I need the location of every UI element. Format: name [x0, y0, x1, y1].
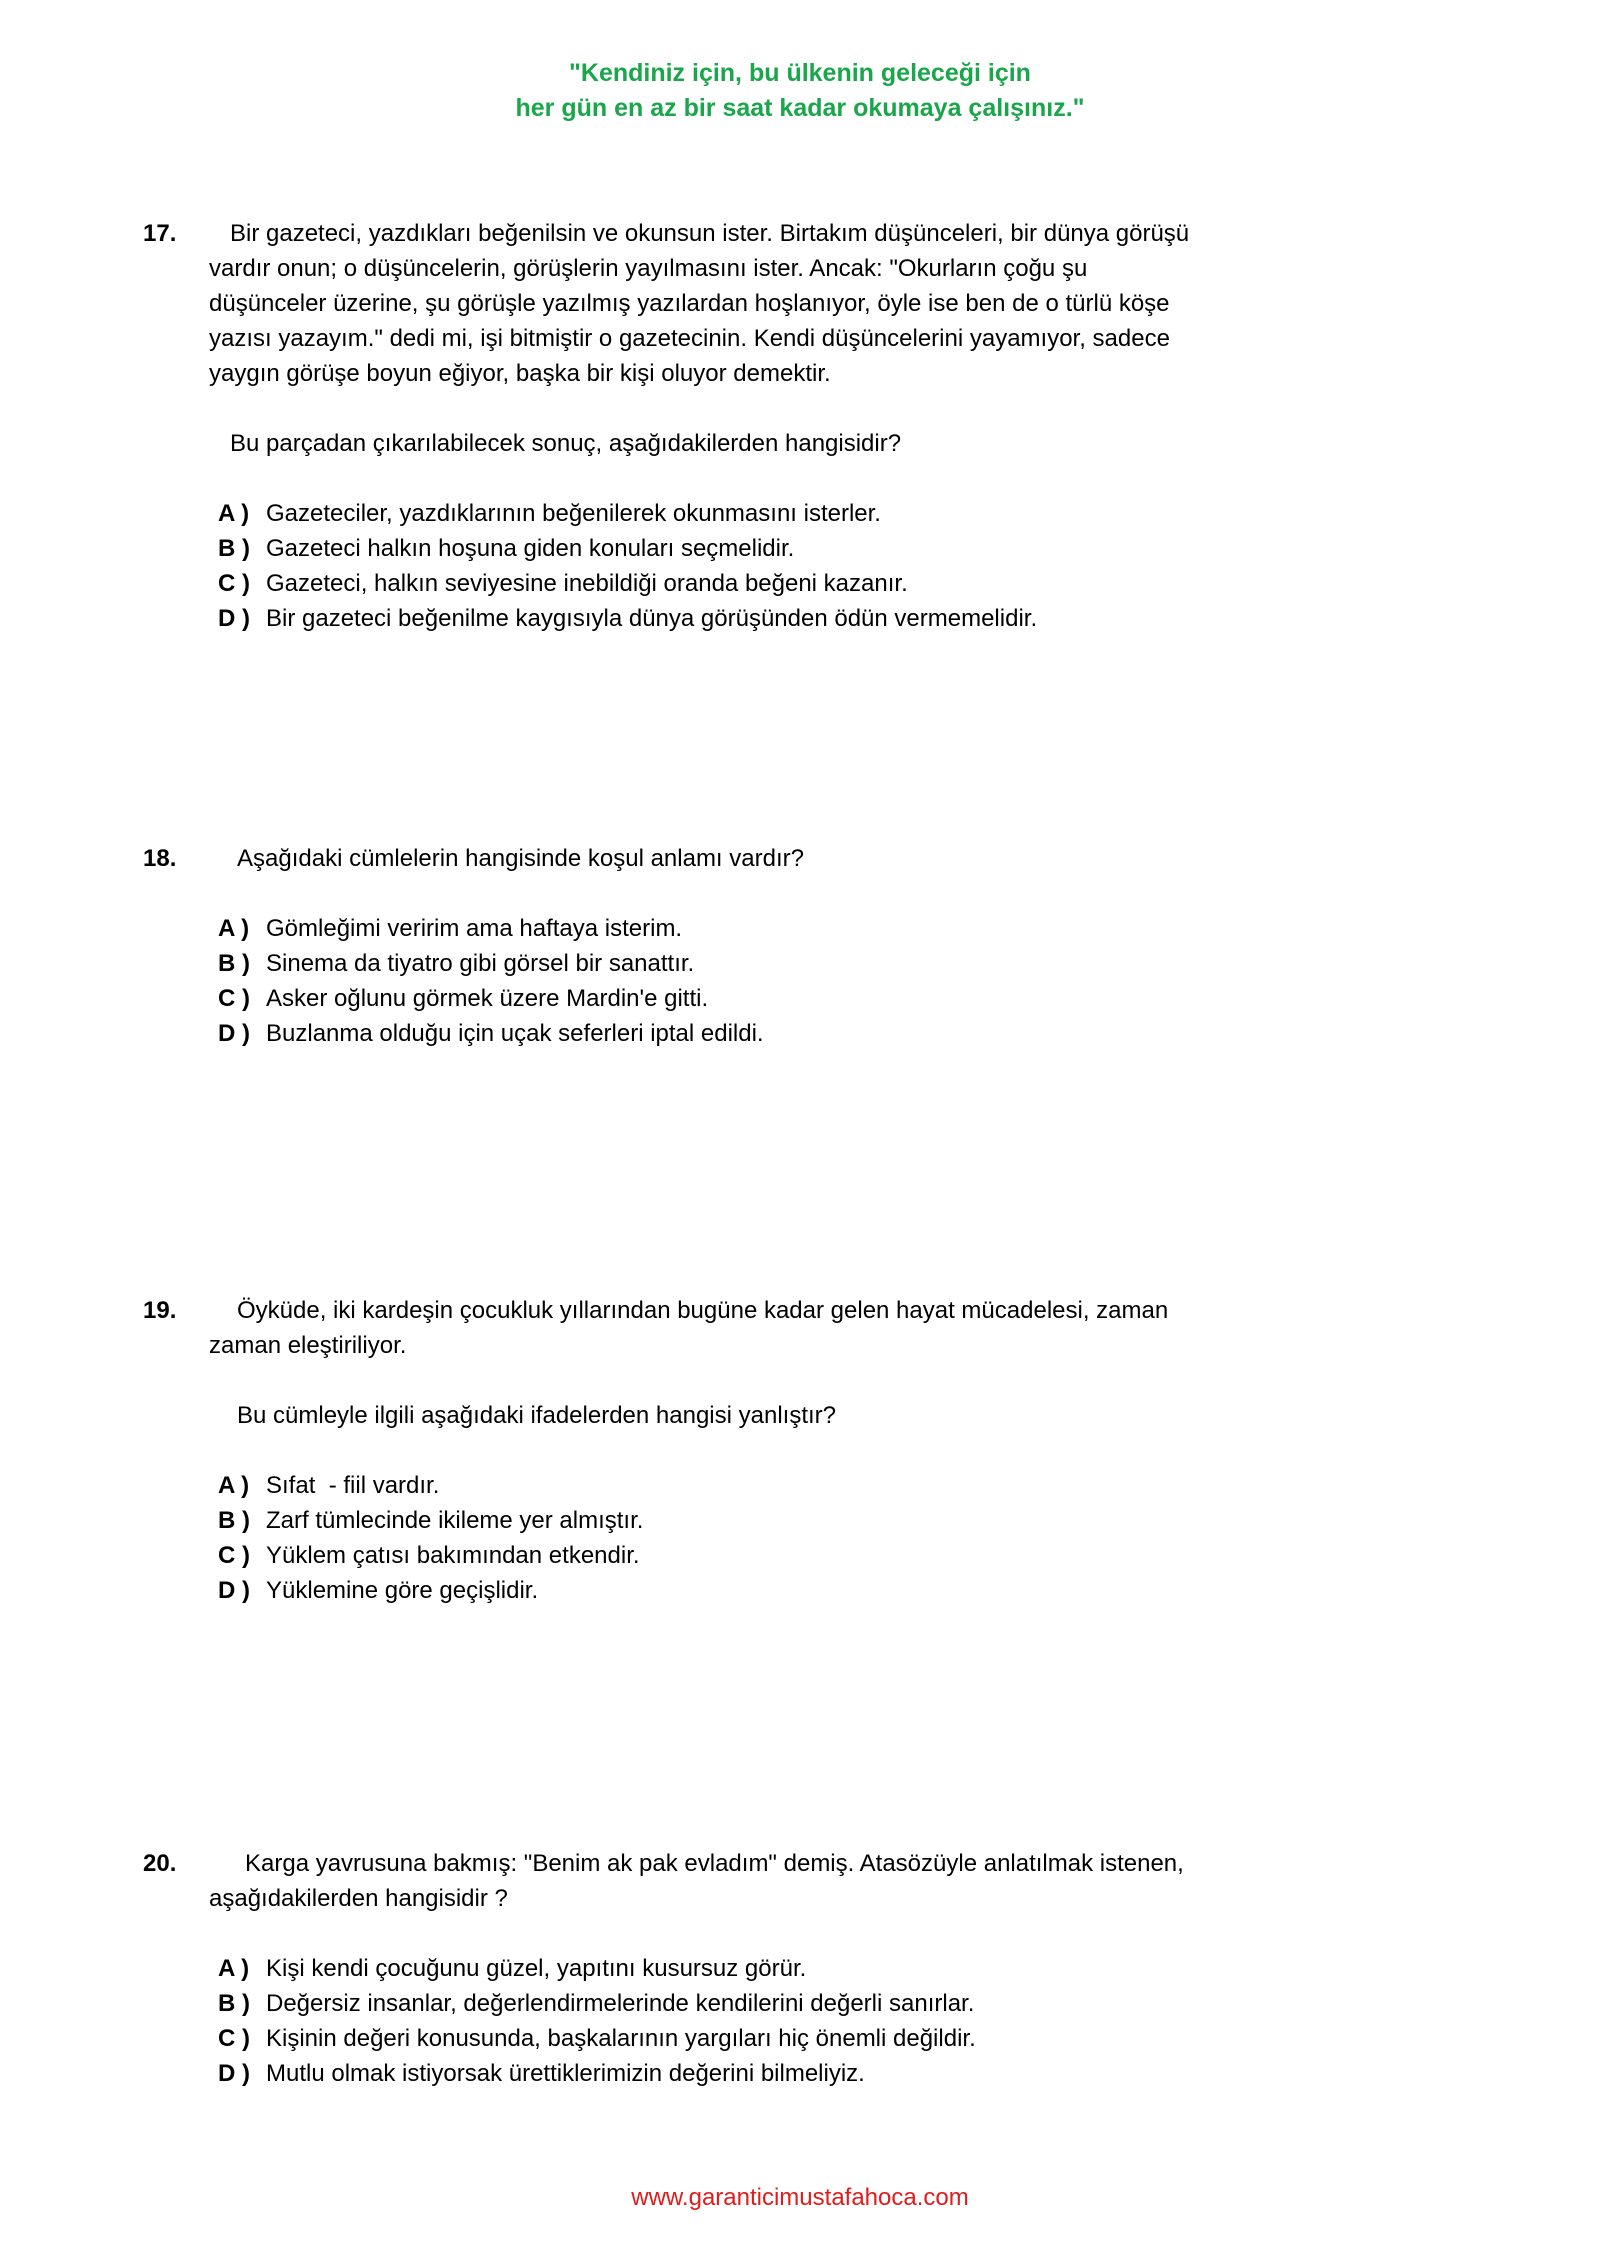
option-d[interactable]: [218, 601, 1343, 636]
option-letter: D ): [218, 1577, 250, 1604]
stem-line: Öyküde, iki kardeşin çocukluk yıllarından bugüne kadar gelen hayat mücadelesi, zaman: [237, 1297, 1169, 1324]
option-letter: C ): [218, 1542, 250, 1569]
question-prompt: Bu cümleyle ilgili aşağıdaki ifadelerden hangisi yanlıştır?: [237, 1402, 836, 1429]
option-letter: D ): [218, 605, 250, 632]
option-letter: A ): [218, 500, 250, 527]
option-text: Gazeteci halkın hoşuna giden konuları seçmelidir.: [266, 535, 795, 562]
option-letter: D ): [218, 2060, 250, 2087]
option-letter: A ): [218, 1955, 250, 1982]
option-text: Yüklemine göre geçişlidir.: [266, 1577, 539, 1604]
option-b[interactable]: [218, 1986, 1343, 2021]
option-b[interactable]: [218, 1503, 1343, 1538]
option-text: Zarf tümlecinde ikileme yer almıştır.: [266, 1507, 644, 1534]
option-letter: C ): [218, 985, 250, 1012]
question-number: 19.: [143, 1297, 177, 1324]
option-c[interactable]: [218, 1538, 1343, 1573]
header-motto: [0, 56, 1600, 126]
option-letter: B ): [218, 1507, 250, 1534]
option-text: Bir gazeteci beğenilme kaygısıyla dünya görüşünden ödün vermemelidir.: [266, 605, 1038, 632]
stem-line: aşağıdakilerden hangisidir ?: [209, 1885, 508, 1912]
option-letter: D ): [218, 1020, 250, 1047]
option-text: Kişinin değeri konusunda, başkalarının yargıları hiç önemli değildir.: [266, 2025, 976, 2052]
option-letter: A ): [218, 1472, 250, 1499]
stem-line: zaman eleştiriliyor.: [209, 1332, 407, 1359]
option-a[interactable]: [218, 1951, 1343, 1986]
motto-line-2: her gün en az bir saat kadar okumaya çalışınız.": [515, 94, 1085, 122]
option-a[interactable]: [218, 496, 1343, 531]
option-a[interactable]: [218, 1468, 1343, 1503]
stem-line: Karga yavrusuna bakmış: "Benim ak pak evladım" demiş. Atasözüyle anlatılmak istenen,: [245, 1850, 1184, 1877]
question-19: [143, 1293, 1343, 1608]
option-text: Gömleğimi veririm ama haftaya isterim.: [266, 915, 683, 942]
question-17: [143, 216, 1343, 636]
question-stem: [143, 216, 1343, 391]
option-letter: C ): [218, 570, 250, 597]
question-20: [143, 1846, 1343, 2091]
option-text: Yüklem çatısı bakımından etkendir.: [266, 1542, 640, 1569]
option-b[interactable]: [218, 946, 1343, 981]
option-letter: B ): [218, 950, 250, 977]
stem-line: vardır onun; o düşüncelerin, görüşlerin yayılmasını ister. Ancak: "Okurların çoğu şu: [209, 255, 1088, 282]
question-number: 17.: [143, 220, 177, 247]
option-c[interactable]: [218, 981, 1343, 1016]
answer-options: [143, 911, 1343, 1051]
option-letter: A ): [218, 915, 250, 942]
question-stem: [143, 1293, 1343, 1363]
option-text: Gazeteci, halkın seviyesine inebildiği oranda beğeni kazanır.: [266, 570, 908, 597]
answer-options: [143, 1468, 1343, 1608]
option-b[interactable]: [218, 531, 1343, 566]
option-text: Sinema da tiyatro gibi görsel bir sanattır.: [266, 950, 695, 977]
stem-line: yaygın görüşe boyun eğiyor, başka bir kişi oluyor demektir.: [209, 360, 831, 387]
option-letter: B ): [218, 1990, 250, 2017]
question-prompt: Bu parçadan çıkarılabilecek sonuç, aşağıdakilerden hangisidir?: [230, 430, 902, 457]
answer-options: [143, 1951, 1343, 2091]
option-c[interactable]: [218, 566, 1343, 601]
footer-website-link[interactable]: www.garanticimustafahoca.com: [631, 2184, 969, 2211]
option-d[interactable]: [218, 1573, 1343, 1608]
question-number: 20.: [143, 1850, 177, 1877]
option-text: Değersiz insanlar, değerlendirmelerinde kendilerini değerli sanırlar.: [266, 1990, 975, 2017]
option-d[interactable]: [218, 1016, 1343, 1051]
motto-line-1: "Kendiniz için, bu ülkenin geleceği için: [569, 59, 1031, 87]
stem-line: yazısı yazayım." dedi mi, işi bitmiştir o gazetecinin. Kendi düşüncelerini yayamıyor, sadece: [209, 325, 1170, 352]
option-letter: C ): [218, 2025, 250, 2052]
question-stem: [143, 1846, 1343, 1916]
stem-line: düşünceler üzerine, şu görüşle yazılmış yazılardan hoşlanıyor, öyle ise ben de o türlü köşe: [209, 290, 1170, 317]
option-text: Sıfat - fiil vardır.: [266, 1472, 440, 1499]
option-letter: B ): [218, 535, 250, 562]
option-text: Kişi kendi çocuğunu güzel, yapıtını kusursuz görür.: [266, 1955, 807, 1982]
answer-options: [143, 496, 1343, 636]
option-a[interactable]: [218, 911, 1343, 946]
question-18: [143, 841, 1343, 1051]
option-d[interactable]: [218, 2056, 1343, 2091]
option-text: Buzlanma olduğu için uçak seferleri iptal edildi.: [266, 1020, 764, 1047]
question-number: 18.: [143, 845, 177, 872]
stem-line: Aşağıdaki cümlelerin hangisinde koşul anlamı vardır?: [237, 845, 804, 872]
option-c[interactable]: [218, 2021, 1343, 2056]
option-text: Mutlu olmak istiyorsak ürettiklerimizin değerini bilmeliyiz.: [266, 2060, 865, 2087]
stem-line: Bir gazeteci, yazdıkları beğenilsin ve okunsun ister. Birtakım düşünceleri, bir dünya görüşü: [230, 220, 1190, 247]
option-text: Gazeteciler, yazdıklarının beğenilerek okunmasını isterler.: [266, 500, 881, 527]
question-stem: [143, 841, 1343, 876]
option-text: Asker oğlunu görmek üzere Mardin'e gitti.: [266, 985, 709, 1012]
